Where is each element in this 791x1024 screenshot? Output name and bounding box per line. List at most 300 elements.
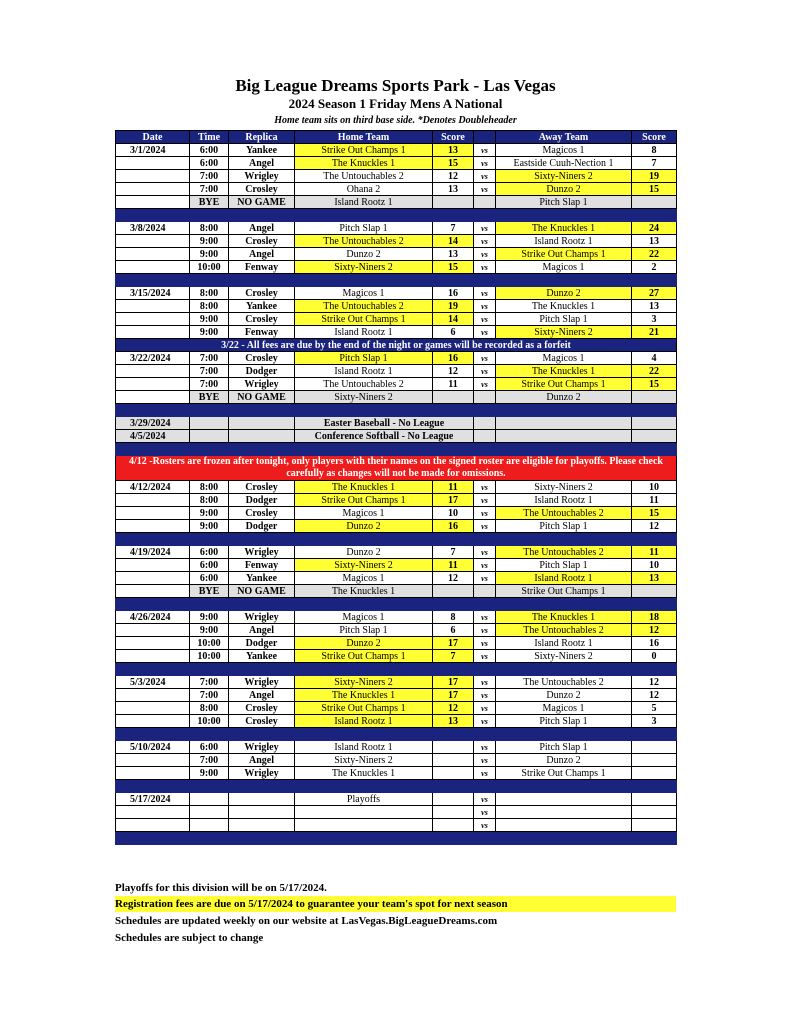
replica-cell: Wrigley <box>229 546 295 559</box>
time-cell: 9:00 <box>190 767 229 780</box>
time-cell <box>190 430 229 443</box>
date-cell <box>116 494 190 507</box>
away-score-cell: 21 <box>632 326 677 339</box>
game-row <box>116 806 677 819</box>
home-team-cell: The Untouchables 2 <box>295 235 433 248</box>
game-row <box>116 144 677 157</box>
replica-cell: Wrigley <box>229 676 295 689</box>
game-row <box>116 157 677 170</box>
vs-cell: vs <box>474 326 496 339</box>
vs-cell: vs <box>474 793 496 806</box>
home-team-cell: Dunzo 2 <box>295 637 433 650</box>
home-team-cell: Dunzo 2 <box>295 520 433 533</box>
away-team-cell: Sixty-Niners 2 <box>496 170 632 183</box>
replica-cell: Angel <box>229 754 295 767</box>
vs-cell: vs <box>474 676 496 689</box>
vs-cell: vs <box>474 741 496 754</box>
home-team-cell: Island Rootz 1 <box>295 365 433 378</box>
time-cell: 9:00 <box>190 326 229 339</box>
home-score-cell: 14 <box>433 235 474 248</box>
page-title: Big League Dreams Sports Park - Las Vegas <box>235 76 556 95</box>
home-team-cell: Sixty-Niners 2 <box>295 676 433 689</box>
home-team-cell: The Untouchables 2 <box>295 300 433 313</box>
replica-cell: Wrigley <box>229 767 295 780</box>
away-team-cell: Island Rootz 1 <box>496 494 632 507</box>
home-score-cell: 10 <box>433 507 474 520</box>
home-score-cell <box>433 754 474 767</box>
game-row <box>116 170 677 183</box>
vs-cell: vs <box>474 183 496 196</box>
time-cell: 10:00 <box>190 650 229 663</box>
vs-cell <box>474 417 496 430</box>
date-cell <box>116 235 190 248</box>
time-cell: 9:00 <box>190 611 229 624</box>
away-score-cell <box>632 417 677 430</box>
away-score-cell <box>632 819 677 832</box>
replica-cell: Angel <box>229 689 295 702</box>
away-team-cell: Dunzo 2 <box>496 183 632 196</box>
time-cell: 7:00 <box>190 378 229 391</box>
away-team-cell: The Knuckles 1 <box>496 365 632 378</box>
vs-cell: vs <box>474 494 496 507</box>
away-team-cell: Magicos 1 <box>496 144 632 157</box>
game-row <box>116 741 677 754</box>
date-cell <box>116 507 190 520</box>
time-cell: 10:00 <box>190 261 229 274</box>
away-score-cell: 12 <box>632 689 677 702</box>
replica-cell: Wrigley <box>229 378 295 391</box>
week-separator <box>116 404 677 417</box>
replica-cell <box>229 793 295 806</box>
vs-cell: vs <box>474 222 496 235</box>
time-cell: 8:00 <box>190 494 229 507</box>
vs-cell: vs <box>474 650 496 663</box>
replica-cell: Crosley <box>229 715 295 728</box>
home-team-cell: Strike Out Champs 1 <box>295 494 433 507</box>
time-cell: 6:00 <box>190 741 229 754</box>
away-score-cell <box>632 430 677 443</box>
replica-cell: Angel <box>229 222 295 235</box>
home-score-cell: 7 <box>433 546 474 559</box>
date-cell: 4/26/2024 <box>116 611 190 624</box>
date-cell <box>116 365 190 378</box>
time-cell: 9:00 <box>190 507 229 520</box>
away-score-cell: 12 <box>632 624 677 637</box>
away-score-cell: 10 <box>632 559 677 572</box>
away-team-cell <box>496 819 632 832</box>
away-team-cell: Magicos 1 <box>496 352 632 365</box>
home-team-cell <box>295 819 433 832</box>
home-team-cell: Strike Out Champs 1 <box>295 650 433 663</box>
away-team-cell: Island Rootz 1 <box>496 637 632 650</box>
game-row <box>116 767 677 780</box>
home-team-cell: Magicos 1 <box>295 572 433 585</box>
replica-cell: Crosley <box>229 287 295 300</box>
week-separator <box>116 443 677 456</box>
replica-cell: Fenway <box>229 326 295 339</box>
home-score-cell: 13 <box>433 144 474 157</box>
game-row <box>116 702 677 715</box>
away-team-cell: Strike Out Champs 1 <box>496 585 632 598</box>
away-team-cell: Magicos 1 <box>496 261 632 274</box>
home-score-cell: 17 <box>433 637 474 650</box>
away-team-cell: Pitch Slap 1 <box>496 196 632 209</box>
game-row <box>116 494 677 507</box>
replica-cell: Dodger <box>229 494 295 507</box>
home-score-cell: 7 <box>433 650 474 663</box>
date-cell <box>116 520 190 533</box>
home-team-cell: The Knuckles 1 <box>295 481 433 494</box>
away-score-cell: 5 <box>632 702 677 715</box>
vs-cell: vs <box>474 378 496 391</box>
time-cell: 7:00 <box>190 754 229 767</box>
vs-cell: vs <box>474 689 496 702</box>
home-team-cell: Island Rootz 1 <box>295 326 433 339</box>
home-score-cell: 12 <box>433 572 474 585</box>
replica-cell: Dodger <box>229 520 295 533</box>
replica-cell <box>229 806 295 819</box>
date-cell <box>116 715 190 728</box>
away-team-cell: Pitch Slap 1 <box>496 313 632 326</box>
home-team-cell: Island Rootz 1 <box>295 715 433 728</box>
date-cell <box>116 572 190 585</box>
game-row <box>116 313 677 326</box>
away-score-cell: 15 <box>632 378 677 391</box>
time-cell: 6:00 <box>190 144 229 157</box>
replica-cell: NO GAME <box>229 391 295 404</box>
alert-text: 4/12 -Rosters are frozen after tonight, only players with their names on the signed roster are eligible for playoffs. Please check carefully as changes will not be made for omissions. <box>116 456 677 481</box>
vs-cell: vs <box>474 287 496 300</box>
date-cell: 3/1/2024 <box>116 144 190 157</box>
home-team-cell: Ohana 2 <box>295 183 433 196</box>
home-score-cell: 6 <box>433 624 474 637</box>
col-replica-header: Replica <box>229 131 295 144</box>
away-team-cell <box>496 806 632 819</box>
away-score-cell: 3 <box>632 715 677 728</box>
game-row <box>116 183 677 196</box>
replica-cell: NO GAME <box>229 585 295 598</box>
away-score-cell: 15 <box>632 183 677 196</box>
vs-cell <box>474 585 496 598</box>
vs-cell: vs <box>474 157 496 170</box>
home-team-note: Home team sits on third base side. *Denotes Doubleheader <box>274 115 517 126</box>
away-team-cell: Magicos 1 <box>496 702 632 715</box>
away-score-cell: 11 <box>632 494 677 507</box>
game-row <box>116 819 677 832</box>
time-cell: 7:00 <box>190 183 229 196</box>
away-score-cell: 13 <box>632 572 677 585</box>
col-date-header: Date <box>116 131 190 144</box>
header-row <box>116 131 677 144</box>
away-score-cell: 13 <box>632 235 677 248</box>
away-team-cell <box>496 417 632 430</box>
schedule-body <box>116 144 677 845</box>
home-team-cell: The Knuckles 1 <box>295 689 433 702</box>
game-row <box>116 520 677 533</box>
replica-cell: Yankee <box>229 650 295 663</box>
vs-cell: vs <box>474 611 496 624</box>
home-score-cell: 15 <box>433 157 474 170</box>
away-score-cell <box>632 741 677 754</box>
away-score-cell: 18 <box>632 611 677 624</box>
home-score-cell <box>433 767 474 780</box>
date-cell: 3/15/2024 <box>116 287 190 300</box>
home-team-cell: Dunzo 2 <box>295 248 433 261</box>
away-score-cell: 13 <box>632 300 677 313</box>
home-score-cell <box>433 819 474 832</box>
home-team-cell: Magicos 1 <box>295 287 433 300</box>
vs-cell: vs <box>474 507 496 520</box>
home-score-cell <box>433 196 474 209</box>
replica-cell: Angel <box>229 248 295 261</box>
date-cell: 3/8/2024 <box>116 222 190 235</box>
replica-cell: Angel <box>229 624 295 637</box>
home-score-cell: 13 <box>433 248 474 261</box>
separator-cell <box>116 209 677 222</box>
replica-cell: Yankee <box>229 300 295 313</box>
away-score-cell <box>632 806 677 819</box>
away-team-cell: Dunzo 2 <box>496 689 632 702</box>
time-cell: BYE <box>190 196 229 209</box>
vs-cell: vs <box>474 715 496 728</box>
date-cell: 5/3/2024 <box>116 676 190 689</box>
home-score-cell: 11 <box>433 559 474 572</box>
col-away-team-header: Away Team <box>496 131 632 144</box>
date-cell <box>116 637 190 650</box>
away-score-cell: 8 <box>632 144 677 157</box>
away-score-cell: 3 <box>632 313 677 326</box>
away-team-cell: Sixty-Niners 2 <box>496 481 632 494</box>
separator-cell <box>116 533 677 546</box>
away-team-cell: The Knuckles 1 <box>496 222 632 235</box>
date-cell: 5/10/2024 <box>116 741 190 754</box>
date-cell <box>116 157 190 170</box>
replica-cell: Wrigley <box>229 170 295 183</box>
home-score-cell: 7 <box>433 222 474 235</box>
week-separator <box>116 598 677 611</box>
vs-cell: vs <box>474 248 496 261</box>
away-score-cell: 15 <box>632 507 677 520</box>
home-team-cell: Island Rootz 1 <box>295 196 433 209</box>
date-cell <box>116 326 190 339</box>
away-team-cell: Strike Out Champs 1 <box>496 248 632 261</box>
time-cell: 7:00 <box>190 676 229 689</box>
date-cell <box>116 806 190 819</box>
replica-cell: Yankee <box>229 572 295 585</box>
vs-cell <box>474 196 496 209</box>
time-cell: 8:00 <box>190 300 229 313</box>
game-row <box>116 481 677 494</box>
away-team-cell: Dunzo 2 <box>496 391 632 404</box>
away-team-cell: The Untouchables 2 <box>496 507 632 520</box>
away-team-cell: Pitch Slap 1 <box>496 715 632 728</box>
home-score-cell: 16 <box>433 287 474 300</box>
time-cell: 7:00 <box>190 689 229 702</box>
home-score-cell: 17 <box>433 494 474 507</box>
game-row <box>116 507 677 520</box>
away-score-cell: 22 <box>632 365 677 378</box>
game-row <box>116 300 677 313</box>
vs-cell: vs <box>474 637 496 650</box>
time-cell: 9:00 <box>190 313 229 326</box>
home-score-cell: 13 <box>433 715 474 728</box>
home-score-cell: 16 <box>433 352 474 365</box>
away-score-cell: 0 <box>632 650 677 663</box>
vs-cell: vs <box>474 819 496 832</box>
home-score-cell: 12 <box>433 170 474 183</box>
separator-cell <box>116 663 677 676</box>
replica-cell: Wrigley <box>229 741 295 754</box>
col-vs-header <box>474 131 496 144</box>
separator-cell <box>116 274 677 287</box>
home-score-cell <box>433 391 474 404</box>
time-cell <box>190 417 229 430</box>
date-cell <box>116 313 190 326</box>
home-score-cell: 15 <box>433 261 474 274</box>
fee-notice-row <box>116 339 677 352</box>
away-score-cell: 4 <box>632 352 677 365</box>
replica-cell: Crosley <box>229 352 295 365</box>
time-cell: 8:00 <box>190 702 229 715</box>
time-cell: 9:00 <box>190 248 229 261</box>
away-score-cell <box>632 793 677 806</box>
time-cell: 6:00 <box>190 546 229 559</box>
home-score-cell <box>433 741 474 754</box>
away-score-cell: 12 <box>632 676 677 689</box>
date-cell: 3/22/2024 <box>116 352 190 365</box>
replica-cell: Crosley <box>229 507 295 520</box>
home-team-cell: Strike Out Champs 1 <box>295 702 433 715</box>
home-score-cell: 8 <box>433 611 474 624</box>
home-team-cell: Playoffs <box>295 793 433 806</box>
home-score-cell: 17 <box>433 676 474 689</box>
home-score-cell: 12 <box>433 365 474 378</box>
away-team-cell: Island Rootz 1 <box>496 572 632 585</box>
time-cell: 8:00 <box>190 222 229 235</box>
away-team-cell: Pitch Slap 1 <box>496 559 632 572</box>
schedule-table <box>115 130 677 845</box>
no-league-row <box>116 430 677 443</box>
time-cell: 7:00 <box>190 170 229 183</box>
away-score-cell: 19 <box>632 170 677 183</box>
away-team-cell: The Untouchables 2 <box>496 676 632 689</box>
replica-cell: Fenway <box>229 261 295 274</box>
away-team-cell: Strike Out Champs 1 <box>496 378 632 391</box>
time-cell: 9:00 <box>190 235 229 248</box>
vs-cell <box>474 430 496 443</box>
date-cell: 4/5/2024 <box>116 430 190 443</box>
home-team-cell: The Knuckles 1 <box>295 767 433 780</box>
vs-cell: vs <box>474 481 496 494</box>
home-team-cell: Pitch Slap 1 <box>295 624 433 637</box>
vs-cell: vs <box>474 546 496 559</box>
home-score-cell: 17 <box>433 689 474 702</box>
date-cell <box>116 391 190 404</box>
replica-cell: Fenway <box>229 559 295 572</box>
time-cell: 7:00 <box>190 365 229 378</box>
footer-playoffs: Playoffs for this division will be on 5/17/2024. <box>115 882 327 894</box>
away-score-cell: 12 <box>632 520 677 533</box>
away-score-cell: 16 <box>632 637 677 650</box>
replica-cell: Dodger <box>229 365 295 378</box>
date-cell <box>116 300 190 313</box>
no-league-row <box>116 417 677 430</box>
week-separator <box>116 663 677 676</box>
away-team-cell: Eastside Cuuh-Nection 1 <box>496 157 632 170</box>
away-score-cell: 11 <box>632 546 677 559</box>
away-score-cell <box>632 196 677 209</box>
date-cell: 4/19/2024 <box>116 546 190 559</box>
vs-cell: vs <box>474 624 496 637</box>
game-row <box>116 676 677 689</box>
game-row <box>116 650 677 663</box>
time-cell: 8:00 <box>190 481 229 494</box>
away-team-cell: Island Rootz 1 <box>496 235 632 248</box>
replica-cell: Yankee <box>229 144 295 157</box>
date-cell <box>116 196 190 209</box>
time-cell: 9:00 <box>190 624 229 637</box>
vs-cell <box>474 391 496 404</box>
away-team-cell: Strike Out Champs 1 <box>496 767 632 780</box>
home-score-cell: 11 <box>433 378 474 391</box>
vs-cell: vs <box>474 352 496 365</box>
replica-cell: Wrigley <box>229 611 295 624</box>
week-separator <box>116 274 677 287</box>
week-separator <box>116 780 677 793</box>
away-team-cell <box>496 430 632 443</box>
vs-cell: vs <box>474 754 496 767</box>
away-score-cell <box>632 585 677 598</box>
home-team-cell: Strike Out Champs 1 <box>295 313 433 326</box>
time-cell: 7:00 <box>190 352 229 365</box>
away-score-cell <box>632 391 677 404</box>
game-row <box>116 222 677 235</box>
replica-cell: Angel <box>229 157 295 170</box>
date-cell <box>116 689 190 702</box>
replica-cell: Crosley <box>229 481 295 494</box>
bye-row <box>116 585 677 598</box>
replica-cell <box>229 417 295 430</box>
game-row <box>116 754 677 767</box>
date-cell <box>116 248 190 261</box>
home-team-cell: Pitch Slap 1 <box>295 352 433 365</box>
away-team-cell: The Knuckles 1 <box>496 611 632 624</box>
date-cell: 3/29/2024 <box>116 417 190 430</box>
home-team-cell: The Knuckles 1 <box>295 585 433 598</box>
away-team-cell: Dunzo 2 <box>496 754 632 767</box>
home-team-cell: Sixty-Niners 2 <box>295 559 433 572</box>
game-row <box>116 378 677 391</box>
time-cell: 8:00 <box>190 287 229 300</box>
replica-cell: Crosley <box>229 235 295 248</box>
vs-cell: vs <box>474 300 496 313</box>
away-score-cell <box>632 754 677 767</box>
separator-cell <box>116 832 677 845</box>
col-home-score-header: Score <box>433 131 474 144</box>
game-row <box>116 546 677 559</box>
home-score-cell: 11 <box>433 481 474 494</box>
date-cell <box>116 261 190 274</box>
home-team-cell: Sixty-Niners 2 <box>295 261 433 274</box>
game-row <box>116 689 677 702</box>
home-score-cell: 12 <box>433 702 474 715</box>
vs-cell: vs <box>474 702 496 715</box>
away-score-cell: 22 <box>632 248 677 261</box>
col-time-header: Time <box>190 131 229 144</box>
time-cell: 10:00 <box>190 637 229 650</box>
game-row <box>116 559 677 572</box>
game-row <box>116 287 677 300</box>
